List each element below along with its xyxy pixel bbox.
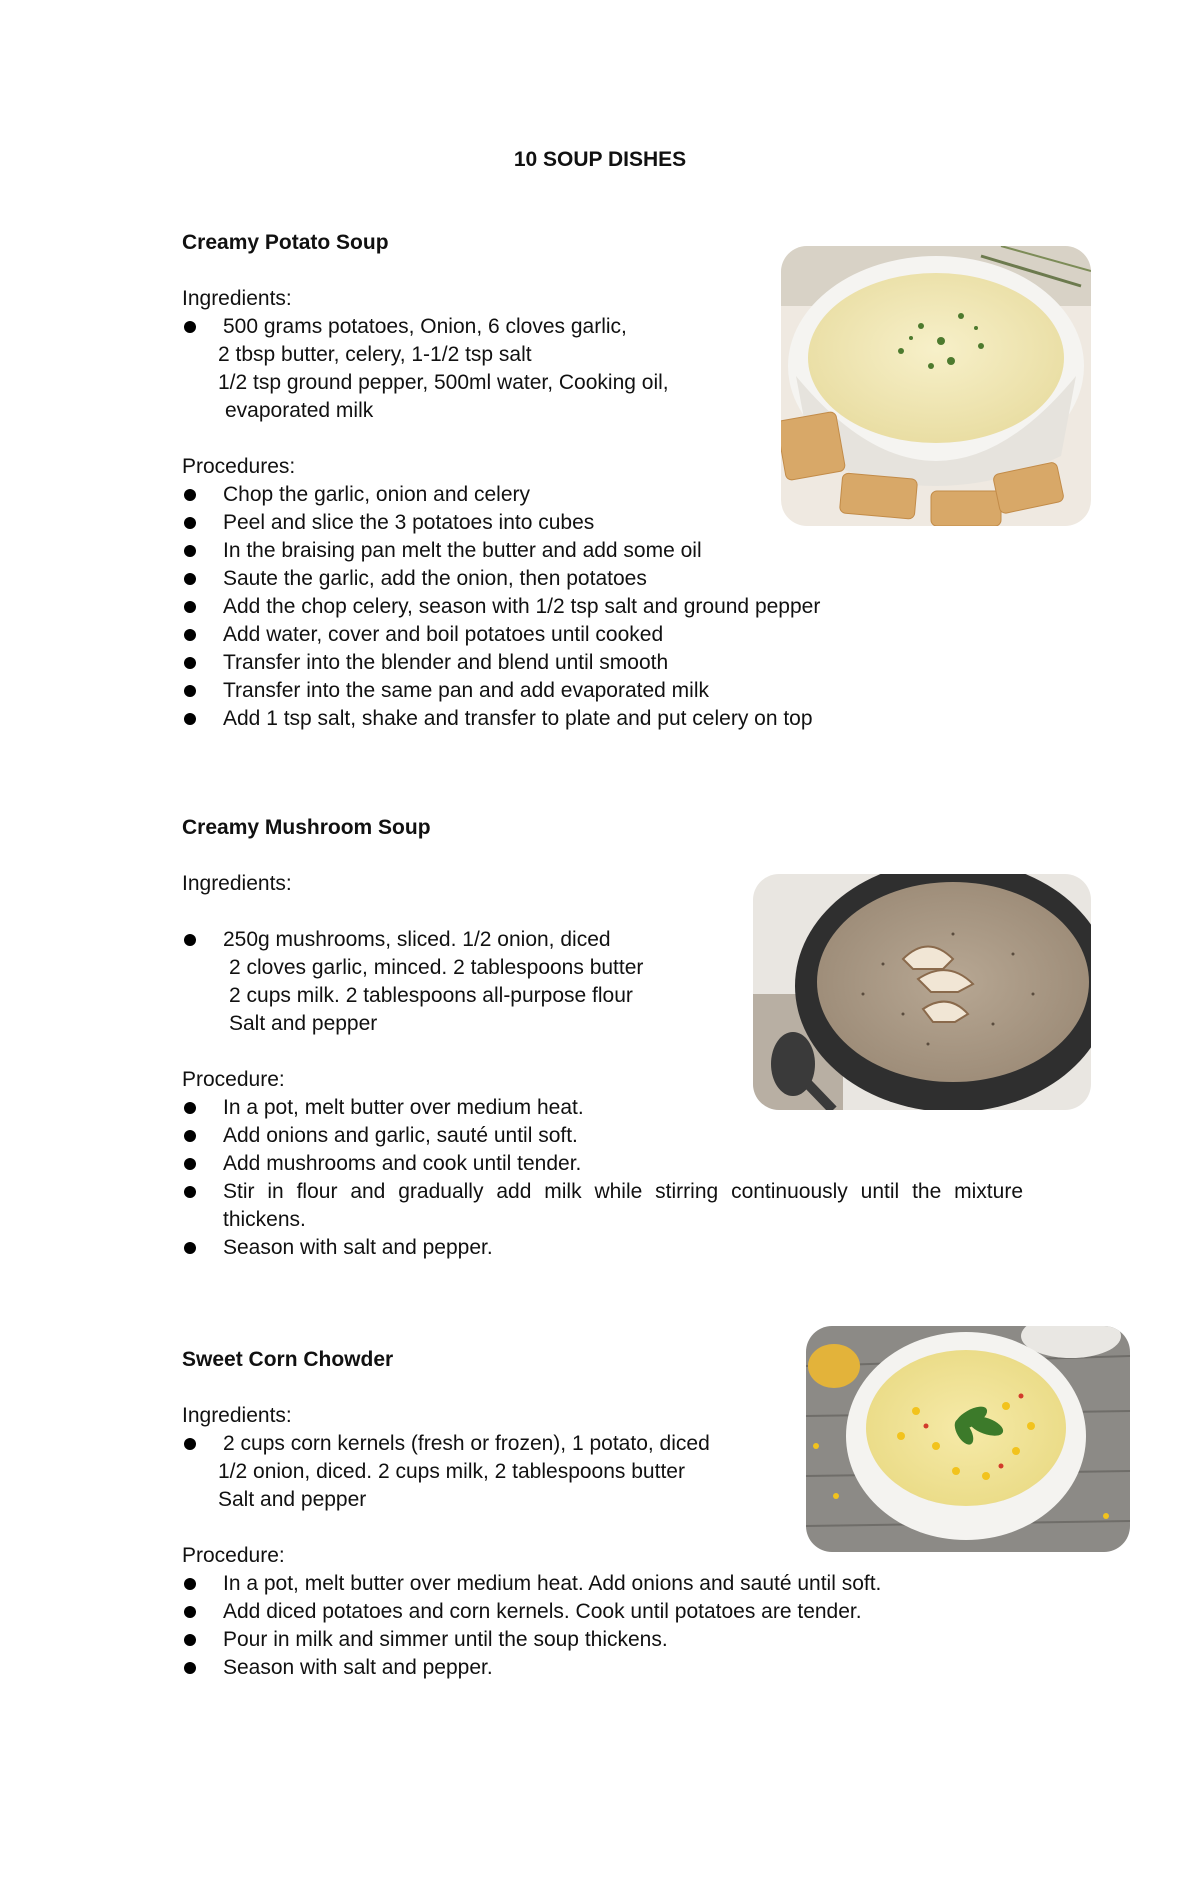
step-text: Season with salt and pepper. (223, 1236, 493, 1259)
bullet-icon (184, 657, 196, 669)
bullet-icon (184, 1606, 196, 1618)
mushroom-soup-photo (753, 874, 1091, 1110)
bullet-icon (184, 1578, 196, 1590)
list-item (182, 1598, 1042, 1626)
bullet-icon (184, 545, 196, 557)
ingredient-line: evaporated milk (225, 399, 374, 422)
list-item (182, 649, 1042, 677)
step-text: Chop the garlic, onion and celery (223, 483, 531, 506)
ingredients-label: Ingredients: (182, 1404, 292, 1427)
step-text: Add 1 tsp salt, shake and transfer to plate and put celery on top (223, 707, 813, 730)
list-item (182, 677, 1042, 705)
recipe-title: Creamy Potato Soup (182, 231, 389, 254)
ingredient-line: 1/2 onion, diced. 2 cups milk, 2 tablespoons butter (218, 1460, 685, 1483)
list-item (182, 1234, 1042, 1262)
ingredient-line: 500 grams potatoes, Onion, 6 cloves garlic, (223, 315, 627, 338)
list-item (182, 705, 1042, 733)
step-text: Add mushrooms and cook until tender. (223, 1152, 582, 1175)
list-item (182, 621, 1042, 649)
bullet-icon (184, 685, 196, 697)
list-item (182, 1150, 1042, 1178)
list-item (182, 565, 1042, 593)
ingredient-line: 2 tbsp butter, celery, 1-1/2 tsp salt (218, 343, 532, 366)
recipe-title: Creamy Mushroom Soup (182, 816, 431, 839)
recipe-title: Sweet Corn Chowder (182, 1348, 394, 1371)
corn-chowder-photo (806, 1326, 1130, 1552)
bullet-icon (184, 1186, 196, 1198)
bullet-icon (184, 573, 196, 585)
potato-soup-photo (781, 246, 1091, 526)
step-text: In a pot, melt butter over medium heat. (223, 1096, 584, 1119)
step-text: Add diced potatoes and corn kernels. Cook until potatoes are tender. (223, 1600, 862, 1623)
bullet-icon (184, 1102, 196, 1114)
ingredient-line: Salt and pepper (229, 1012, 378, 1035)
bullet-icon (184, 517, 196, 529)
ingredient-line: 1/2 tsp ground pepper, 500ml water, Cooking oil, (218, 371, 669, 394)
page-title: 10 SOUP DISHES (513, 148, 687, 171)
step-text: Saute the garlic, add the onion, then potatoes (223, 567, 647, 590)
ingredient-line: 250g mushrooms, sliced. 1/2 onion, diced (223, 928, 611, 951)
bullet-icon (184, 1158, 196, 1170)
procedure-label: Procedures: (182, 455, 296, 478)
list-item (182, 1122, 1042, 1150)
step-text: Add the chop celery, season with 1/2 tsp salt and ground pepper (223, 595, 821, 618)
bullet-icon (184, 1130, 196, 1142)
step-text: Add onions and garlic, sauté until soft. (223, 1124, 578, 1147)
ingredient-line: 2 cloves garlic, minced. 2 tablespoons butter (229, 956, 644, 979)
bullet-icon (184, 1634, 196, 1646)
step-text: In the braising pan melt the butter and add some oil (223, 539, 702, 562)
ingredients-label: Ingredients: (182, 287, 292, 310)
ingredient-line: 2 cups corn kernels (fresh or frozen), 1 potato, diced (223, 1432, 710, 1455)
ingredients-label: Ingredients: (182, 872, 292, 895)
bullet-icon (184, 934, 196, 946)
ingredient-line: Salt and pepper (218, 1488, 367, 1511)
list-item (182, 1178, 1023, 1234)
step-text: Stir in flour and gradually add milk while stirring continuously until the mixture thickens. (223, 1180, 1023, 1231)
step-text: Pour in milk and simmer until the soup thickens. (223, 1628, 668, 1651)
bullet-icon (184, 601, 196, 613)
list-item (182, 1626, 1042, 1654)
bullet-icon (184, 1242, 196, 1254)
bullet-icon (184, 1438, 196, 1450)
list-item (182, 537, 1042, 565)
bullet-icon (184, 489, 196, 501)
step-text: Peel and slice the 3 potatoes into cubes (223, 511, 595, 534)
list-item (182, 1570, 1042, 1598)
ingredient-line: 2 cups milk. 2 tablespoons all-purpose flour (229, 984, 633, 1007)
bullet-icon (184, 713, 196, 725)
step-text: Transfer into the same pan and add evaporated milk (223, 679, 710, 702)
procedure-label: Procedure: (182, 1068, 285, 1091)
procedure-label: Procedure: (182, 1544, 285, 1567)
list-item (182, 1654, 1042, 1682)
bullet-icon (184, 321, 196, 333)
procedure-list (182, 1570, 1042, 1682)
bullet-icon (184, 1662, 196, 1674)
bullet-icon (184, 629, 196, 641)
step-text: Season with salt and pepper. (223, 1656, 493, 1679)
step-text: Transfer into the blender and blend until smooth (223, 651, 669, 674)
step-text: In a pot, melt butter over medium heat. Add onions and sauté until soft. (223, 1572, 882, 1595)
list-item (182, 593, 1042, 621)
procedure-list (182, 1094, 1042, 1262)
step-text: Add water, cover and boil potatoes until cooked (223, 623, 664, 646)
